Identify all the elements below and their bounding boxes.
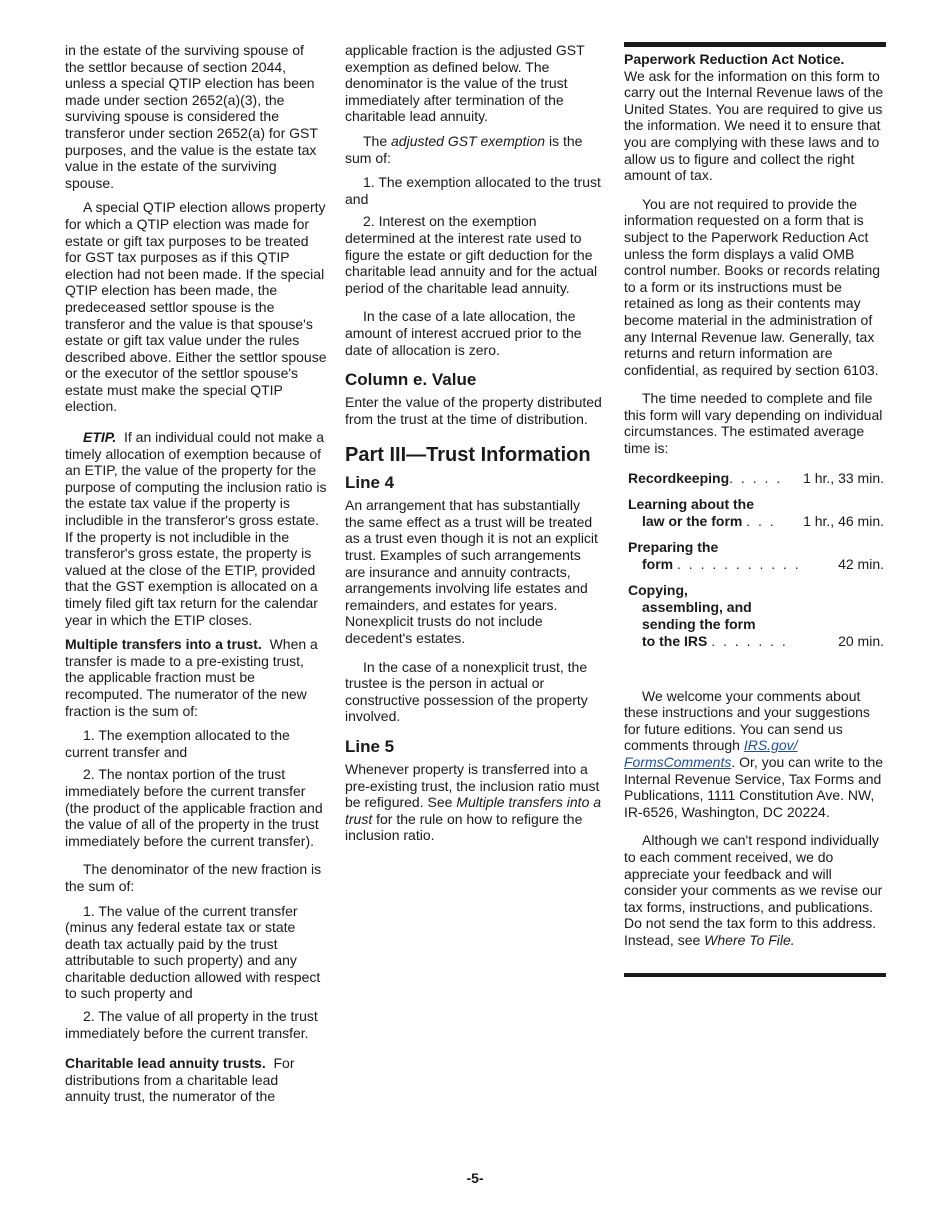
multiple-transfers-label: Multiple transfers into a trust. — [65, 636, 262, 653]
time-label-preparing-1: Preparing the — [628, 538, 719, 555]
paragraph-late-allocation: In the case of a late allocation, the amount of interest accrued prior to the date of allocation is zero. — [345, 308, 582, 358]
time-value-recordkeeping: 1 hr., 33 min. — [803, 469, 884, 486]
column-3 — [624, 42, 886, 977]
paragraph-surviving-spouse: in the estate of the surviving spouse of the settlor because of section 2044, unless a special QTIP election has been made under section 2652(a)(3), the surviving spouse is considered the transferor under section 2652(a) for GST purposes, and the value is the estate tax value in the estate of the surviving spouse. — [65, 42, 318, 191]
etip-text: If an individual could not make a timely allocation of exemption because of an ETIP, the value of the property for the purpose of computing the inclusion ratio is the estate tax value if the property is includible in the transferor's gross estate. If the property is not includible in the transferor's gross estate, the property is valued at the close of the ETIP, provided that the GST exemption is allocated on a timely filed gift tax return for the calendar year in which the ETIP closes. — [65, 429, 327, 628]
time-row-recordkeeping — [628, 467, 884, 493]
welcome-pre: We welcome your comments about these instructions and your suggestions for future editions. You can send us comments through — [624, 687, 870, 754]
time-value-preparing: 42 min. — [838, 555, 884, 572]
line-5-ref: Multiple transfers into a trust — [345, 794, 602, 827]
time-label-recordkeeping: Recordkeeping — [628, 469, 730, 486]
dot-leader: . . . . . . . . . . . — [677, 555, 801, 572]
page-number: -5- — [466, 1170, 484, 1186]
paragraph-adjusted-gst — [345, 133, 603, 166]
paperwork-notice-text: We ask for the information on this form to carry out the Internal Revenue laws of the United States. You are required to give us the information. We need it to ensure that you are complying with these laws and to allow us to figure and collect the right amount of tax. — [624, 67, 884, 184]
time-label-copying-4: to the IRS — [642, 632, 708, 649]
denominator-intro: The denominator of the new fraction is the sum of: — [65, 861, 322, 894]
adjusted-gst-pre: The — [363, 132, 392, 149]
paragraph-paperwork-notice — [624, 51, 886, 184]
time-estimate-table — [628, 467, 884, 656]
time-label-preparing-2: form — [642, 555, 674, 572]
heading-line-4: Line 4 — [345, 473, 395, 493]
paragraph-special-qtip: A special QTIP election allows property for which a QTIP election was made for estate or gift tax purposes to be treated for GST tax purposes as if this QTIP election had not been made. If the special QTIP election has been made, the predeceased settlor spouse is the transferor and the value is that spouse's estate or gift tax value under the rules described above. Either the settlor spouse or the executor of the settlor spouse's estate must make the special QTIP election. — [65, 199, 327, 415]
paperwork-notice-label: Paperwork Reduction Act Notice. — [624, 51, 845, 67]
adjusted-item-1: 1. The exemption allocated to the trust and — [345, 174, 601, 207]
time-row-learning — [628, 493, 884, 536]
numerator-item-2: 2. The nontax portion of the trust immediately before the current transfer (the product of the applicable fraction and the value of all of the property in the trust immediately before the current transfer). — [65, 766, 323, 849]
charitable-lead-label: Charitable lead annuity trusts. — [65, 1055, 266, 1072]
paragraph-column-e: Enter the value of the property distributed from the trust at the time of distribution. — [345, 394, 602, 427]
time-label-copying-3: sending the form — [642, 615, 756, 632]
dot-leader: . . . — [746, 512, 776, 529]
paragraph-line-4: An arrangement that has substantially the same effect as a trust will be treated as a trust even though it is not an explicit trust. Examples of such arrangements are insurance and annuity contracts, arrangements involving life estates and remainders, and estates for years. Nonexplicit trusts do not include decedent's estates. — [345, 497, 598, 647]
heading-line-5: Line 5 — [345, 737, 395, 756]
time-label-copying-1: Copying, — [628, 581, 688, 598]
time-label-copying-2: assembling, and — [642, 598, 752, 615]
respond-pre: Although we can't respond individually to each comment received, we do appreciate your feedback and will consider your comments as we revise our tax forms, instructions, and publications. Do not send the tax form to this address. Instead, see — [624, 832, 883, 948]
numerator-item-1: 1. The exemption allocated to the current transfer and — [65, 727, 290, 760]
welcome-post: . Or, you can write to the Internal Revenue Service, Tax Forms and Publications, 1111 Constitution Ave. NW, IR-6526, Washington, DC 20224. — [624, 754, 884, 820]
heading-column-e: Column e. Value — [345, 370, 477, 390]
heading-part-3: Part III—Trust Information — [345, 444, 591, 467]
paragraph-line-5 — [345, 761, 603, 844]
paragraph-welcome-comments — [624, 688, 886, 821]
column-1 — [65, 42, 327, 1113]
adjusted-gst-post: is the sum of: — [345, 132, 583, 166]
paragraph-nonexplicit-trust: In the case of a nonexplicit trust, the trustee is the person in actual or constructive possession of the property involved. — [345, 658, 588, 725]
adjusted-gst-term: adjusted GST exemption — [391, 132, 546, 149]
time-label-learning-1: Learning about the — [628, 495, 754, 512]
paragraph-charitable-lead — [65, 1055, 327, 1105]
time-label-learning-2: law or the form — [642, 512, 743, 529]
etip-label: ETIP. — [83, 429, 117, 446]
line-5-pre: Whenever property is transferred into a pre-existing trust, the inclusion ratio must be refigured. See — [345, 761, 600, 811]
paragraph-multiple-transfers — [65, 636, 327, 719]
time-row-copying — [628, 579, 884, 656]
paragraph-time-needed: The time needed to complete and file this form will vary depending on individual circumstances. The estimated average time is: — [624, 390, 883, 457]
forms-comments-link[interactable]: IRS.gov/ FormsComments — [624, 737, 798, 771]
denominator-item-1: 1. The value of the current transfer (minus any federal estate tax or state death tax actually paid by the trust attributable to such property) and any charitable deduction allowed with respect to such property and — [65, 902, 321, 1002]
dot-leader: . . . . . — [729, 469, 783, 486]
line-5-post: for the rule on how to refigure the inclusion ratio. — [345, 810, 583, 844]
adjusted-item-2: 2. Interest on the exemption determined at the interest rate used to figure the estate or gift deduction for the charitable lead annuity and for the actual period of the charitable lead annuity. — [345, 213, 598, 296]
where-to-file-ref: Where To File. — [704, 931, 795, 948]
bottom-rule — [624, 973, 886, 977]
charitable-lead-text: For distributions from a charitable lead annuity trust, the numerator of the — [65, 1055, 295, 1105]
time-value-copying: 20 min. — [838, 632, 884, 649]
time-value-learning: 1 hr., 46 min. — [803, 512, 884, 529]
paragraph-applicable-fraction: applicable fraction is the adjusted GST exemption as defined below. The denominator is the value of the trust immediately after termination of the charitable lead annuity. — [345, 42, 585, 125]
time-row-preparing — [628, 536, 884, 579]
denominator-item-2: 2. The value of all property in the trust immediately before the current transfer. — [65, 1008, 318, 1041]
paragraph-etip — [65, 429, 327, 628]
dot-leader: . . . . . . . — [711, 632, 788, 649]
column-2 — [345, 42, 603, 852]
multiple-transfers-text: When a transfer is made to a pre-existing trust, the applicable fraction must be recomputed. The numerator of the new fraction is the sum of: — [65, 636, 318, 719]
paragraph-omb: You are not required to provide the information requested on a form that is subject to the Paperwork Reduction Act unless the form displays a valid OMB control number. Books or records relating to a form or its instructions must be retained as long as their contents may become material in the administration of any Internal Revenue law. Generally, tax returns and return information are confidential, as required by section 6103. — [624, 195, 881, 378]
paragraph-respond — [624, 832, 886, 948]
